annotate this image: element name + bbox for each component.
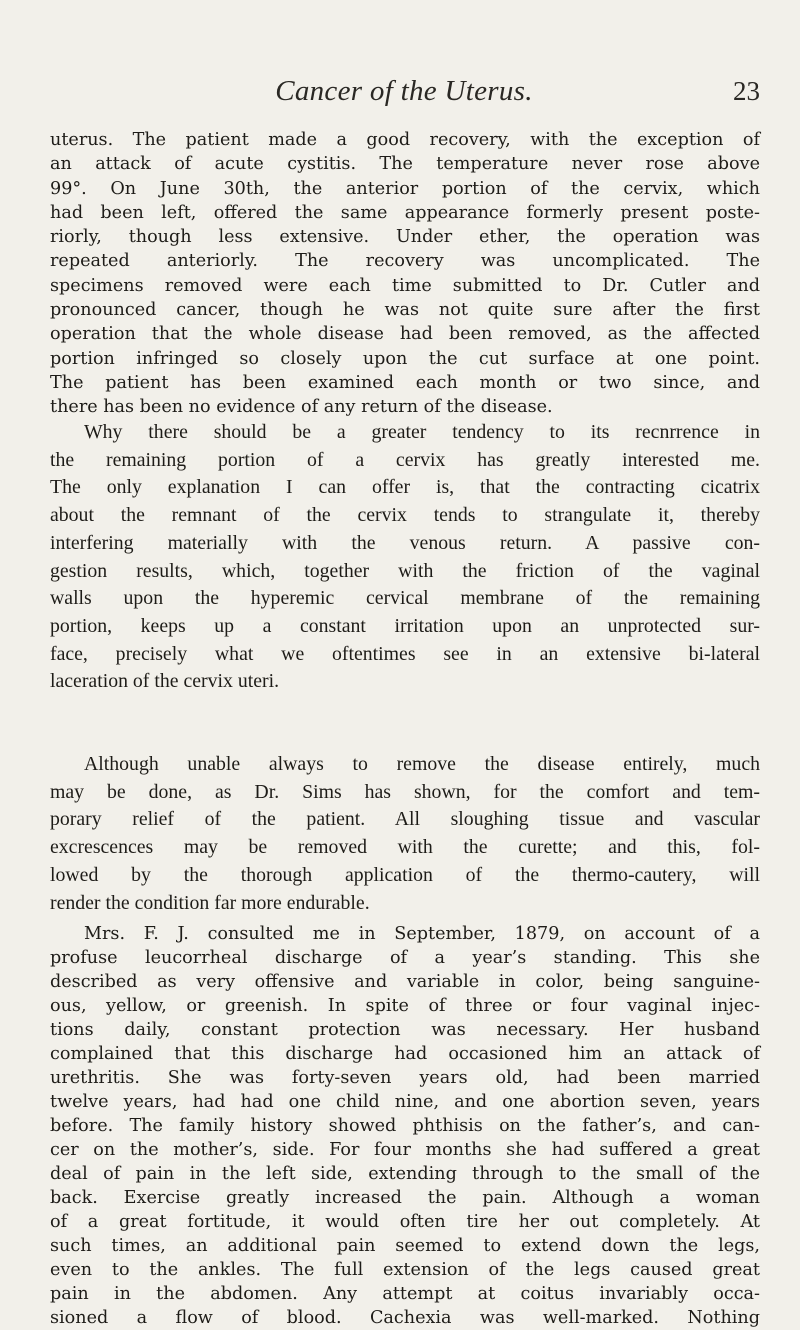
- text-line: Why there should be a greater tendency to its recnrrence in: [84, 421, 760, 443]
- text-line: tions daily, constant protection was necessary. Her husband: [50, 1020, 760, 1040]
- text-line: The patient has been examined each month or two since, and: [50, 372, 760, 393]
- text-line: urethritis. She was forty-seven years old, had been married: [50, 1068, 760, 1088]
- text-line: ous, yellow, or greenish. In spite of three or four vaginal injec-: [50, 996, 760, 1016]
- text-line: 99°. On June 30th, the anterior portion of the cervix, which: [50, 178, 760, 199]
- text-line: the remaining portion of a cervix has greatly interested me.: [50, 448, 760, 471]
- text-line: had been left, offered the same appearance formerly present poste-: [50, 202, 760, 223]
- text-line: lowed by the thorough application of the thermo-cautery, will: [50, 863, 760, 886]
- text-line: described as very offensive and variable in color, being sanguine-: [50, 972, 760, 992]
- text-line: repeated anteriorly. The recovery was uncomplicated. The: [50, 251, 760, 272]
- text-line: complained that this discharge had occasioned him an attack of: [50, 1044, 760, 1064]
- text-line: porary relief of the patient. All sloughing tissue and vascular: [50, 808, 760, 831]
- paragraph-1: [50, 128, 760, 420]
- text-line: Although unable always to remove the disease entirely, much: [84, 753, 760, 775]
- text-line: face, precisely what we oftentimes see in an extensive bi-lateral: [50, 642, 760, 665]
- running-title: Cancer of the Uterus.: [275, 75, 533, 107]
- text-line: an attack of acute cystitis. The temperature never rose above: [50, 154, 760, 175]
- page-number: 23: [733, 76, 760, 106]
- text-line: gestion results, which, together with the friction of the vaginal: [50, 559, 760, 582]
- text-line: deal of pain in the left side, extending through to the small of the: [50, 1164, 760, 1184]
- text-line: cer on the mother’s, side. For four months she had suffered a great: [50, 1140, 760, 1160]
- text-line: sioned a flow of blood. Cachexia was well-marked. Nothing: [50, 1308, 760, 1328]
- text-line: pronounced cancer, though he was not quite sure after the first: [50, 300, 760, 321]
- text-line: riorly, though less extensive. Under ether, the operation was: [50, 227, 760, 248]
- text-line: there has been no evidence of any return of the disease.: [50, 397, 553, 418]
- text-line: profuse leucorrheal discharge of a year’s standing. This she: [50, 948, 760, 968]
- text-line: uterus. The patient made a good recovery, with the exception of: [50, 130, 760, 150]
- text-line: twelve years, had had one child nine, and one abortion seven, years: [50, 1092, 760, 1112]
- text-line: walls upon the hyperemic cervical membrane of the remaining: [50, 587, 760, 610]
- text-line: back. Exercise greatly increased the pain. Although a woman: [50, 1188, 760, 1208]
- text-line: render the condition far more endurable.: [50, 891, 370, 914]
- text-line: Mrs. F. J. consulted me in September, 1879, on account of a: [84, 924, 760, 944]
- running-head: [48, 73, 760, 109]
- text-line: excrescences may be removed with the curette; and this, fol-: [50, 836, 760, 859]
- paragraph-2: [50, 419, 760, 696]
- text-line: interfering materially with the venous return. A passive con-: [50, 531, 760, 554]
- text-line: about the remnant of the cervix tends to strangulate it, thereby: [50, 504, 760, 527]
- paragraph-3: [50, 751, 760, 917]
- text-line: laceration of the cervix uteri.: [50, 670, 280, 693]
- text-line: pain in the abdomen. Any attempt at coitus invariably occa-: [50, 1284, 760, 1304]
- text-line: may be done, as Dr. Sims has shown, for the comfort and tem-: [50, 780, 760, 803]
- text-line: operation that the whole disease had been removed, as the affected: [50, 324, 760, 345]
- text-line: such times, an additional pain seemed to extend down the legs,: [50, 1236, 760, 1256]
- paragraph-4: [50, 922, 760, 1330]
- text-line: before. The family history showed phthisis on the father’s, and can-: [50, 1116, 760, 1136]
- text-line: of a great fortitude, it would often tire her out completely. At: [50, 1212, 760, 1232]
- text-line: portion, keeps up a constant irritation upon an unprotected sur-: [50, 614, 760, 637]
- text-line: specimens removed were each time submitted to Dr. Cutler and: [50, 275, 760, 296]
- text-line: portion infringed so closely upon the cut surface at one point.: [50, 348, 760, 369]
- text-line: even to the ankles. The full extension of the legs caused great: [50, 1260, 760, 1280]
- text-line: The only explanation I can offer is, that the contracting cicatrix: [50, 476, 760, 499]
